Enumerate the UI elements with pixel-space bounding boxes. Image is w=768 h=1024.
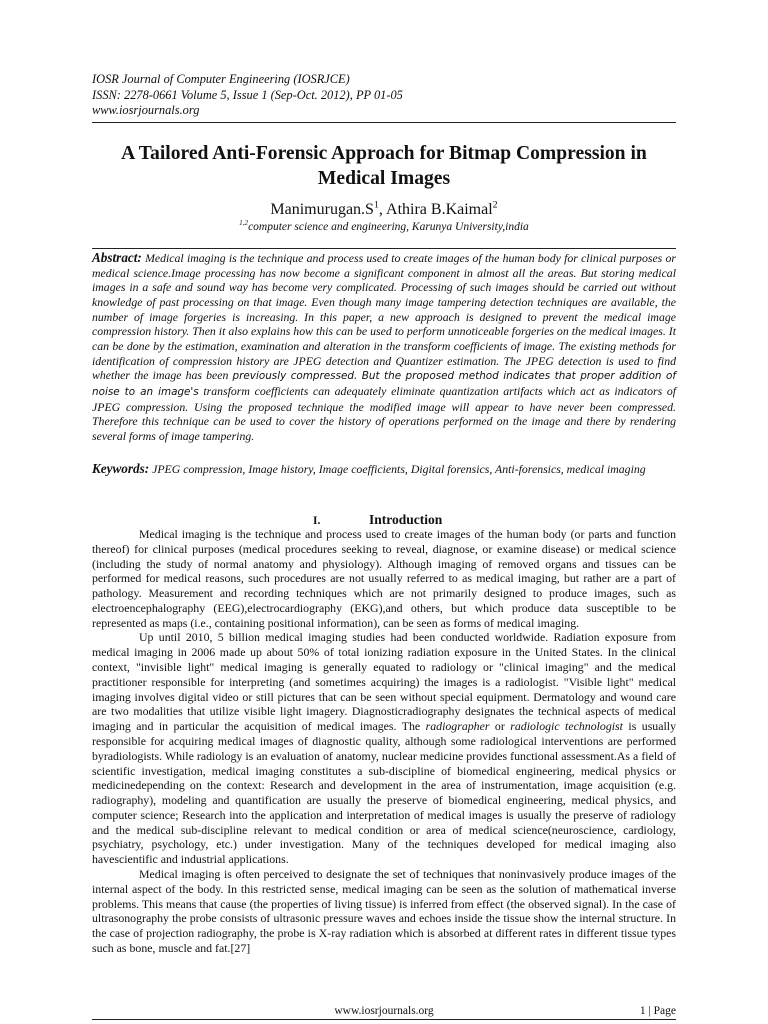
keywords-label: Keywords: [92,461,150,476]
author-separator: , [378,201,387,218]
paragraph-2 [92,630,676,867]
affiliation [92,220,676,234]
paper-title-line2: Medical Images [317,168,451,189]
author-list [92,200,676,220]
keywords-text: JPEG compression, Image history, Image coefficients, Digital forensics, Anti-forensics, medical imaging [152,462,646,476]
paragraph-1: Medical imaging is the technique and process used to create images of the human body (or parts and function thereof) for clinical purposes (medical procedures seeking to reveal, diagnose, or examine disease) or medical science (including the study of normal anatomy and physiology). Although imaging of removed organs and tissues can be performed for medical reasons, such procedures are not usually referred to as medical imaging, but rather are a part of pathology. Measurement and recording techniques which are not primarily designed to produce images, such as electroencephalography (EEG),electrocardiography (EKG),and others, but which produce data susceptible to be represented as maps (i.e., containing positional information), can be seen as forms of medical imaging. [92,527,676,630]
journal-header [92,72,403,119]
keywords [92,462,676,477]
affiliation-sup: 1,2 [239,219,249,228]
section-number: I. [313,515,321,527]
footer-divider [92,1019,676,1020]
paragraph-2-part-a: Up until 2010, 5 billion medical imaging studies had been conducted worldwide. Radiation exposure from medical imaging in 2006 made up about 50% of total ionizing radiation exposure in the United States. In the clinical context, "invisible light" medical imaging is generally equated to radiology or "clinical imaging" and the medical practitioner responsible for interpreting (and sometimes acquiring) the images is a radiologist. "Visible light" medical imaging involves digital video or still pictures that can be seen without special equipment. Dermatology and wound care are two modalities that utilize visible light imagery. Diagnosticradiography designates the technical aspects of medical imaging and in particular the acquisition of medical images. The [92,630,676,734]
abstract-divider [92,248,676,249]
author-2: Athira B.Kaimal [386,201,493,218]
term-radiographer: radiographer [425,719,490,734]
footer-website: www.iosrjournals.org [334,1005,434,1017]
author-1: Manimurugan.S [270,201,374,218]
section-title: Introduction [369,512,443,527]
term-radiologic-technologist: radiologic technologist [510,719,623,734]
journal-website: www.iosrjournals.org [92,103,200,118]
header-divider [92,122,676,123]
abstract-label: Abstract: [92,250,142,265]
paragraph-3: Medical imaging is often perceived to designate the set of techniques that noninvasively produce images of the internal aspect of the body. In this restricted sense, medical imaging can be seen as the solution of mathematical inverse problems. This means that cause (the properties of living tissue) is inferred from effect (the observed signal). In the case of ultrasonography the probe consists of ultrasonic pressure waves and echoes inside the tissue show the internal structure. In the case of projection radiography, the probe is X-ray radiation which is absorbed at different rates in different tissue types such as bone, muscle and fat.[27] [92,866,676,955]
paper-title-line1: A Tailored Anti-Forensic Approach for Bitmap Compression in [121,143,647,164]
body-text [92,527,676,956]
issn-line: ISSN: 2278-0661 Volume 5, Issue 1 (Sep-Oct. 2012), PP 01-05 [92,87,403,102]
paper-title [92,141,676,191]
abstract-text-1: Medical imaging is the technique and process used to create images of the human body for clinical purposes or medical science.Image processing has now become a significant component in almost all the areas. But storing medical images in a safe and sound way has become very complicated. Processing of such images should be carried out without knowledge of past processing on that image. Even though many image tampering detection techniques are available, the number of image forgeries is increasing. In this paper, a new approach is designed to prevent the medical image compression history. Then it also explains how this can be used to perform unnoticeable forgeries on the medical images. It can be done by the estimation, examination and alteration in the transform coefficients of image. The existing methods for identification of compression history are JPEG detection and Quantizer estimation. The JPEG detection is used to find whether the image has been [92,251,676,383]
journal-name: IOSR Journal of Computer Engineering (IOSRJCE) [92,72,350,86]
author-1-sup: 1 [373,199,379,211]
paragraph-2-part-b: is usually responsible for acquiring medical images of diagnostic quality, although some radiological interventions are performed byradiologists. While radiology is an evaluation of anatomy, nuclear medicine provides functional assessment.As a field of scientific investigation, medical imaging constitutes a sub-discipline of biomedical engineering, medical physics or medicinedepending on the context: Research and development in the area of instrumentation, image acquisition (e.g. radiography), modeling and quantification are usually the preserve of biomedical engineering, medical physics, and computer science; Research into the application and interpretation of medical images is usually the preserve of radiology and the medical sub-discipline relevant to medical condition or area of medical science(neuroscience, cardiology, psychiatry, psychology, etc.) under investigation. Many of the techniques developed for medical imaging also havescientific and industrial applications. [92,719,676,867]
author-2-sup: 2 [492,199,498,211]
paragraph-2-or: or [489,719,511,734]
abstract-text-2: previously compressed. But the proposed method indicates that proper addition of noise to an image's [92,370,677,398]
abstract [92,251,676,444]
footer-page-number: 1 | Page [639,1005,676,1017]
abstract-text-3: transform coefficients can adequately eliminate quantization artifacts which act as indicators of JPEG compression. Using the proposed technique the modified image will appear to have never been compressed. Therefore this technique can be used to cover the history of operations performed on the image and there by rendering several forms of image tampering. [92,383,677,443]
affiliation-text: computer science and engineering, Karunya University,india [248,221,529,233]
